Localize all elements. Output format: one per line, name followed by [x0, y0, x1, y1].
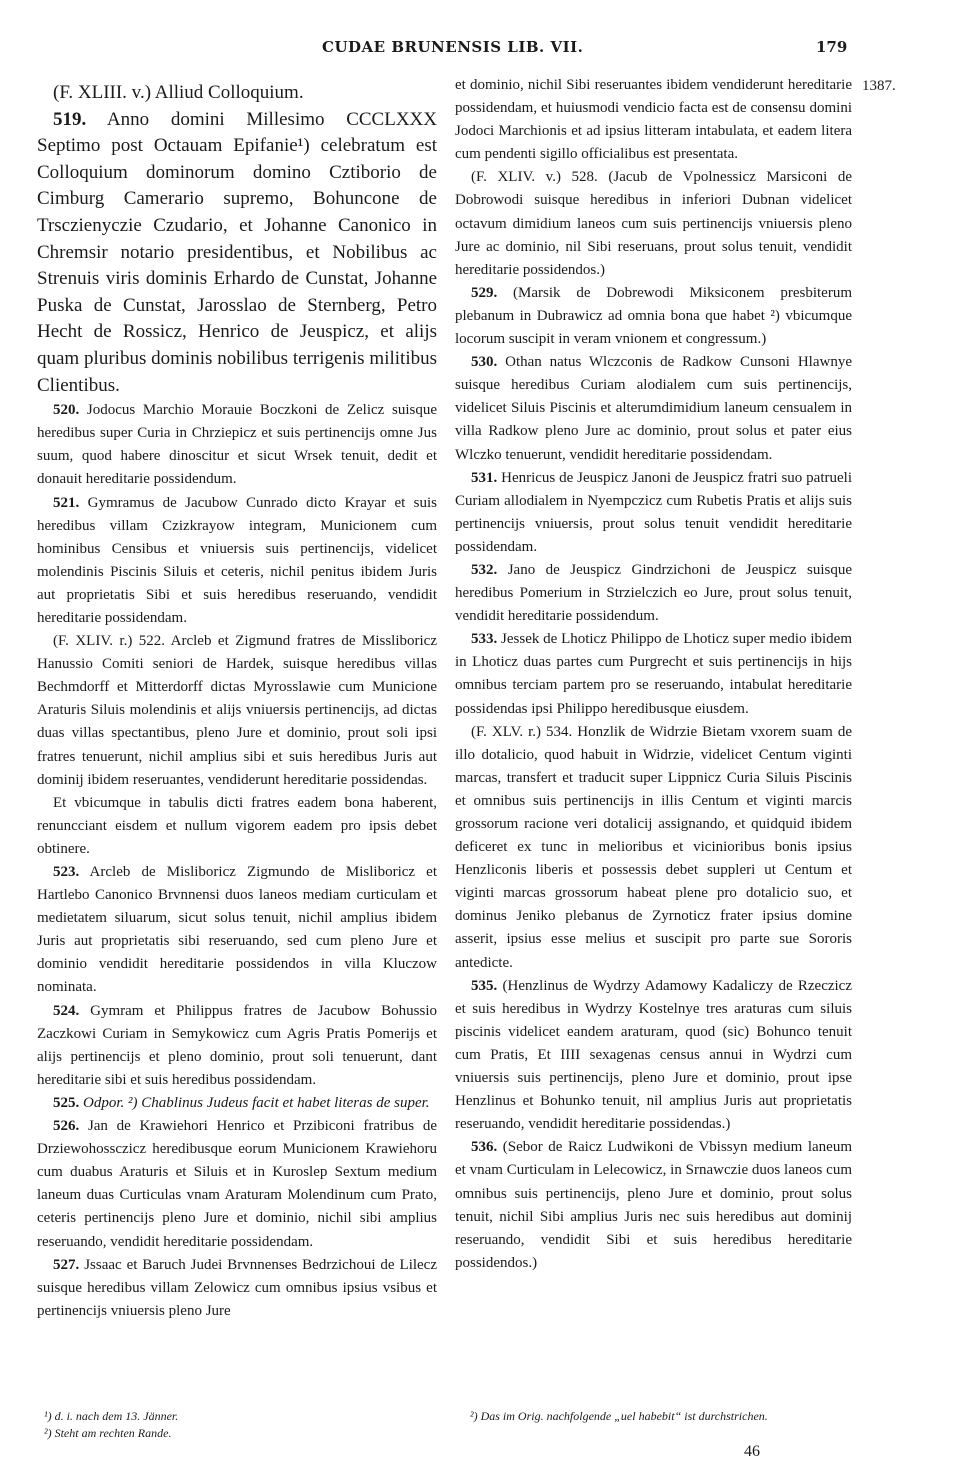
footnote: ²) Das im Orig. nachfolgende „uel habebit“ ist durchstrichen. — [470, 1409, 768, 1423]
paragraph — [37, 107, 437, 400]
paragraph-text: (Marsik de Dobrewodi Miksiconem presbiterum plebanum in Dubrawicz ad omnia bona que habet ²) vbicumque locorum suscipit in veram vnionem et congressum.) — [455, 284, 852, 348]
entry-number: 525. — [53, 1094, 80, 1111]
entry-number: 531. — [471, 469, 498, 486]
right-column — [455, 74, 852, 1275]
paragraph — [455, 74, 852, 166]
entry-number: 536. — [471, 1139, 498, 1156]
paragraph-text: Et vbicumque in tabulis dicti fratres eadem bona haberent, renuncciant eisdem et nullum vigorem eadem pro ipsis debet obtinere. — [37, 794, 437, 857]
page-number: 179 — [816, 38, 848, 56]
paragraph-text: Gymramus de Jacubow Cunrado dicto Krayar et suis heredibus villam Czizkrayow integram, Municionem cum hominibus Censibus et vniuersis suis pertinencijs, videlicet molendinis Piscinis Siluis et ceteris, nichil penitus ibidem Juris aut proprietatis Sibi et suis heredibus reseruando, vendidit hereditarie possidendam. — [37, 494, 437, 626]
paragraph-text: Gymram et Philippus fratres de Jacubow Bohussio Zaczkowi Curiam in Semykowicz cum Agris Pratis Pomerijs et alijs pertinencijs et pleno dominio, prout soli tenuerunt, dant hereditarie sibi et suis heredibus possidendam. — [37, 1002, 437, 1088]
paragraph-text: Jessek de Lhoticz Philippo de Lhoticz super medio ibidem in Lhoticz duas partes cum Purgrecht et suis pertinencijs in hijs omnibus terciam partem pro se reseruando, intabulat hereditarie possidendas ipsi Philippo heredibusque eiusdem. — [455, 631, 852, 717]
margin-year-note: 1387. — [862, 78, 896, 94]
paragraph — [37, 630, 437, 792]
paragraph — [455, 282, 852, 351]
paragraph-text: (F. XLIV. v.) 528. (Jacub de Vpolnessicz Marsiconi de Dobrowodi suisque heredibus in inferiori Dubnan videlicet octavum dimidium laneos cum suis pertinencijs vniuersis pleno Jure ac dominio, nil Sibi reseruans, prout solus tenuit, vendidit hereditarie possidendos.) — [455, 169, 852, 278]
entry-number: 527. — [53, 1256, 80, 1273]
footnotes-left — [44, 1408, 178, 1442]
footnotes-right — [470, 1408, 768, 1425]
paragraph-text: (F. XLIII. v.) Alliud Colloquium. — [53, 82, 304, 103]
paragraph — [37, 492, 437, 631]
paragraph-text: et dominio, nichil Sibi reseruantes ibidem vendiderunt hereditarie possidendam, et huiusmodi vendicio facta est de consensu domini Jodoci Marchionis et ad ipsius litteram intabulata, et eadem litera cum pendenti sigillo officialibus est presentata. — [455, 77, 852, 163]
paragraph-text: Jodocus Marchio Morauie Boczkoni de Zelicz suisque heredibus super Curia in Chrziepicz et suis pertinencijs omne Jus suum, quod habere dinoscitur et sicut Wrsek tenuit, dedit et donauit hereditarie possidendum. — [37, 402, 437, 488]
paragraph — [37, 792, 437, 861]
entry-number: 529. — [471, 284, 498, 301]
footnote: ²) Steht am rechten Rande. — [44, 1426, 172, 1440]
paragraph-text: Jano de Jeuspicz Gindrzichoni de Jeuspicz suisque heredibus Pomerium in Strzielczich eo Jure, prout solus tenuit, vendidit hereditarie possidendum. — [455, 561, 852, 625]
running-title: CUDAE BRUNENSIS LIB. VII. — [322, 38, 584, 56]
entry-number: 533. — [471, 631, 498, 648]
paragraph — [455, 721, 852, 975]
paragraph — [455, 559, 852, 628]
entry-number: 520. — [53, 402, 80, 419]
paragraph — [37, 399, 437, 491]
entry-number: 519. — [53, 108, 87, 130]
paragraph-text: (Henzlinus de Wydrzy Adamowy Kadaliczy de Rzeczicz et suis heredibus in Wydrzy Kostelnye tres araturas cum siluis piscinis videlicet eandem araturam, quod (sic) Bohunco tenuit cum Pratis, Et IIII sexagenas census annui in Wydrzi cum vniuersis suis pertinencijs, pleno Jure et dominio, prout ipse Henzlinus et Bohunko tenuit, nil amplius Juris aut proprietatis reseruando, vendidit hereditarie possidendas.) — [455, 977, 852, 1133]
paragraph — [37, 861, 437, 1000]
paragraph — [455, 1136, 852, 1275]
footnote: ¹) d. i. nach dem 13. Jänner. — [44, 1409, 179, 1423]
sheet-number: 46 — [744, 1443, 760, 1460]
paragraph-text: (F. XLIV. r.) 522. Arcleb et Zigmund fratres de Missliboricz Hanussio Comiti seniori de Hardek, suisque heredibus villas Bechmdorff et Mitterdorff dictas Myrosslawie cum Municione Araturis Siluis molendinis et alijs vniuersis pertinencijs, ad dictas duas villas spectantibus, pleno Jure et dominio, prout soli ipsi fratres tenuerunt, nichil amplius sibi et suis heredibus Juris aut dominij ibidem reseruantes, vendiderunt hereditarie possidendas. — [37, 633, 437, 788]
paragraph-text: Arcleb de Misliboricz Zigmundo de Misliboricz et Hartlebo Canonico Brvnnensi duos laneos mediam curticulam et medietatem siluarum, sicut solus tenuit, nichil amplius ibidem Juris aut proprietatis sibi reseruando, sed cum pleno Jure et dominio vendidit hereditarie possidendos in villa Kluczow nominata. — [37, 864, 437, 996]
paragraph-text: Anno domini Millesimo CCCLXXX Septimo post Octauam Epifanie¹) celebratum est Colloquium dominorum domino Cztiborio de Cimburg Camerario supremo, Bohuncone de Trsczienyczie Czudario, et Johanne Canonico in Chremsir notario presidentibus, et Nobilibus ac Strenuis viris dominis Erhardo de Cunstat, Johanne Puska de Cunstat, Jarosslao de Sternberg, Petro Hecht de Rossicz, Henrico de Jeuspicz, et alijs quam pluribus dominis nobilibus terrigenis militibus Clientibus. — [37, 108, 437, 396]
left-column — [37, 80, 437, 1323]
paragraph-text: (F. XLV. r.) 534. Honzlik de Widrzie Bietam vxorem suam de illo dotalicio, quod habuit in Widrzie, videlicet Centum viginti marcas, transfert et traducit super Lippnicz Curia Siluis Piscinis et omnibus suis pertinencijs in illis Centum et viginti marcis grossorum racione veri dotalicij assignando, et quidquid ibidem deficeret ex tunc in melioribus et vicinioribus bonis ipsius Henzliconis liberis et possessis debet suppleri ut Centum et viginti marcas grossorum habeat plene pro dotalicio suo, et dominus Jeniko plebanus de Zyrnoticz frater ipsius domine asserit, ipsius esse melius et suscipit pro parte sue Sororis antedicte. — [455, 723, 852, 971]
paragraph — [455, 166, 852, 281]
paragraph — [37, 1254, 437, 1323]
entry-number: 530. — [471, 354, 498, 371]
paragraph — [37, 80, 437, 107]
running-header — [0, 38, 960, 64]
paragraph — [37, 1000, 437, 1092]
paragraph-text: Jan de Krawiehori Henrico et Przibiconi fratribus de Drziewohossczicz heredibusque eorum Municionem Krawiehoru cum duabus Araturis et Siluis et in Kuroslep Sextum medium laneum duas Curticulas vnam Araturam Molendinum cum Prato, ceteris pertinencijs pleno Jure et dominio, nichil sibi amplius reseruando, vendidit hereditarie possidendam. — [37, 1118, 437, 1250]
entry-number: 535. — [471, 977, 498, 994]
paragraph — [455, 351, 852, 466]
paragraph — [37, 1115, 437, 1254]
paragraph-text: Othan natus Wlczconis de Radkow Cunsoni Hlawnye suisque heredibus Curiam alodialem cum suis pertinencijs, videlicet Siluis Piscinis et alterumdimidium laneum censualem in villa Radkow pleno Jure ac dominio, prout solus et pater eius Wlczko tenuerunt, vendidit hereditarie possidendam. — [455, 354, 852, 463]
paragraph — [455, 628, 852, 720]
paragraph-text: (Sebor de Raicz Ludwikoni de Vbissyn medium laneum et vnam Curticulam in Lelecowicz, in Srnawczie duos laneos cum omnibus suis pertinencijs, pleno Jure et dominio, prout solus tenuit, nichil Sibi amplius Juris nec suis heredibus aut dominij reseruando, vendidit Sibi et suis heredibus hereditarie possidendos.) — [455, 1139, 852, 1271]
paragraph-text: Jssaac et Baruch Judei Brvnnenses Bedrzichoui de Lilecz suisque heredibus villam Zelowicz cum omnibus ipsius vsibus et pertinencijs vniuersis pleno Jure — [37, 1256, 437, 1319]
entry-number: 532. — [471, 561, 498, 578]
entry-number: 521. — [53, 494, 80, 511]
paragraph — [37, 1092, 437, 1115]
paragraph — [455, 467, 852, 559]
paragraph-text: Odpor. ²) Chablinus Judeus facit et habet literas de super. — [79, 1094, 430, 1111]
entry-number: 526. — [53, 1118, 80, 1135]
entry-number: 524. — [53, 1002, 80, 1019]
paragraph — [455, 975, 852, 1137]
paragraph-text: Henricus de Jeuspicz Janoni de Jeuspicz fratri suo patrueli Curiam allodialem in Nyempczicz cum Rubetis Pratis et alijs suis pertinencijs vniuersis, prout solus tenuit vendidit hereditarie possidendam. — [455, 469, 852, 555]
entry-number: 523. — [53, 864, 80, 880]
